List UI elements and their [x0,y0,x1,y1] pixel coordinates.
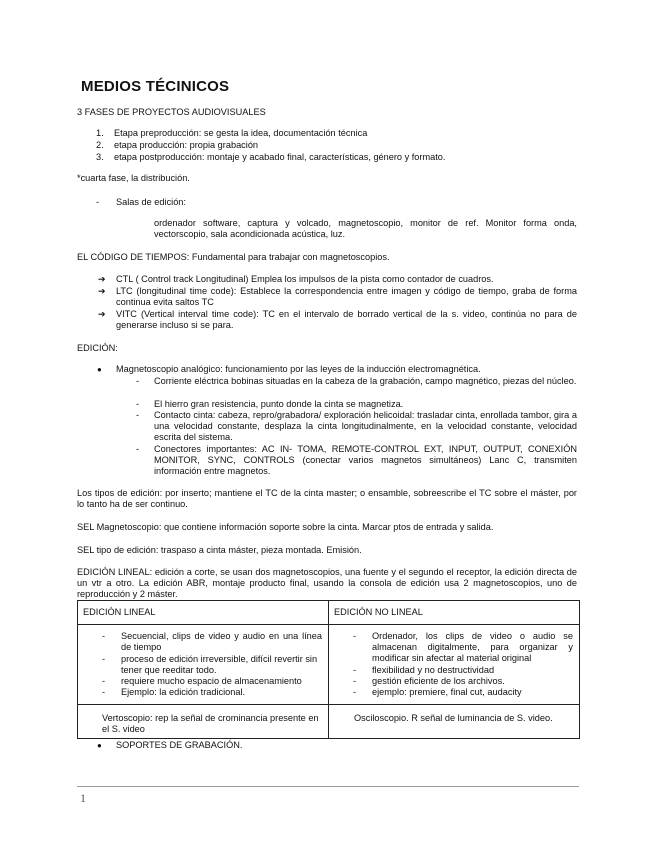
col-header-no-lineal: EDICIÓN NO LINEAL [334,607,423,617]
dash-bullet: - [96,197,100,207]
edicion-lineal-paragraph: EDICIÓN LINEAL: edición a corte, se usan dos magnetoscopios, una fuente y el segundo el receptor, la edición directa de un vtr a otro. La edición ABR, montaje producto final, usando la consola de edición usa 2 magnetoscopios, uno de reproducción y 2 máster. [77,567,577,599]
salas-detail: ordenador software, captura y volcado, magnetoscopio, monitor de ref. Monitor forma onda, vectorscopio, sala acondicionada acústica, luz. [154,218,577,239]
table-cell [329,705,580,739]
fases-heading: 3 FASES DE PROYECTOS AUDIOVISUALES [77,107,266,117]
list-number: 3. [96,152,104,162]
fase-item [96,128,104,139]
edicion-heading: EDICIÓN: [77,343,118,353]
table-list-item: requiere mucho espacio de almacenamiento [121,676,302,686]
table-list-item: flexibilidad y no destructividad [372,665,495,675]
fase-text: Etapa preproducción: se gesta la idea, documentación técnica [114,128,368,138]
list-number: 2. [96,140,104,150]
list-number: 1. [96,128,104,138]
table-header-cell [78,601,329,625]
sel-magnetoscopio: SEL Magnetoscopio: que contiene información soporte sobre la cinta. Marcar ptos de entrada y salida. [77,522,494,532]
arrow-icon: ➔ [98,286,106,296]
table-list-item: Ordenador, los clips de video o audio se almacenan digitalmente, para organizar y modificar sin afectar al material original [372,631,573,663]
arrow-icon: ➔ [98,309,106,319]
dash-bullet: - [102,687,106,697]
edicion-sub-item: El hierro gran resistencia, punto donde la cinta se magnetiza. [154,399,404,409]
dash-bullet: - [353,631,357,641]
dash-bullet: - [353,687,357,697]
vectorscopio-note: Vertoscopio: rep la señal de crominancia presente en el S. video [102,713,319,734]
dash-bullet: - [102,654,106,664]
page-title: MEDIOS TÉCINICOS [81,78,230,95]
fase-item [96,140,104,151]
dash-bullet: - [353,676,357,686]
dash-bullet: - [136,399,140,409]
table-list-item: Secuencial, clips de video y audio en una línea de tiempo [121,631,322,652]
salas-label: Salas de edición: [116,197,186,207]
table-header-cell [329,601,580,625]
fase-text: etapa postproducción: montaje y acabado final, características, género y formato. [114,152,446,162]
edicion-comparison-table [77,600,580,739]
dash-bullet: - [136,410,140,420]
page-number: 1 [80,791,86,805]
edicion-sub-item: Conectores importantes: AC IN- TOMA, REMOTE-CONTROL EXT, INPUT, OUTPUT, CONEXIÓN MONITOR, SYNC, CONTROLS (conectar varios magnetos simultáneos) Lanc C, transmiten información entre magnetos. [154,444,577,476]
table-cell [329,625,580,705]
table-cell [78,705,329,739]
dash-bullet: - [136,376,140,386]
tipos-edicion: Los tipos de edición: por inserto; mantiene el TC de la cinta master; o ensamble, sobreescribe el TC sobre el máster, por lo tanto ha de ser continuo. [77,488,577,509]
cuarta-fase: *cuarta fase, la distribución. [77,173,190,183]
codigo-heading: EL CÓDIGO DE TIEMPOS: Fundamental para trabajar con magnetoscopios. [77,252,390,262]
codigo-item: VITC (Vertical interval time code): TC en el intervalo de borrado vertical de la s. video, continúa no para de generarse incluso si se para. [116,309,577,330]
bullet-icon: ● [97,741,102,750]
dash-bullet: - [353,665,357,675]
table-list-item: gestión eficiente de los archivos. [372,676,505,686]
magneto-analogico: Magnetoscopio analógico: funcionamiento por las leyes de la inducción electromagnética. [116,364,481,374]
soportes-heading: SOPORTES DE GRABACIÓN. [116,740,243,750]
footer-divider [77,786,579,787]
codigo-item: LTC (longitudinal time code): Establece la correspondencia entre imagen y código de tiempo, graba de forma continua evita saltos TC [116,286,577,307]
arrow-icon: ➔ [98,274,106,284]
fase-item [96,152,104,163]
edicion-sub-item: Corriente eléctrica bobinas situadas en la cabeza de la grabación, campo magnético, piezas del núcleo. [154,376,577,386]
table-list-item: Ejemplo: la edición tradicional. [121,687,246,697]
sel-tipo-edicion: SEL tipo de edición: traspaso a cinta máster, pieza montada. Emisión. [77,545,362,555]
dash-bullet: - [102,676,106,686]
col-header-lineal: EDICIÓN LINEAL [83,607,156,617]
bullet-icon: ● [97,365,102,374]
table-list-item: ejemplo: premiere, final cut, audacity [372,687,522,697]
table-cell [78,625,329,705]
table-list-item: proceso de edición irreversible, difícil revertir sin tener que reeditar todo. [121,654,318,675]
dash-bullet: - [102,631,106,641]
fase-text: etapa producción: propia grabación [114,140,259,150]
edicion-sub-item: Contacto cinta: cabeza, repro/grabadora/ exploración helicoidal: trasladar cinta, enrollada tambor, gira a una velocidad constante, desplaza la cinta longitudinalmente, en la velocidad constante, velocidad escrita del sistema. [154,410,577,442]
dash-bullet: - [136,444,140,454]
codigo-item: CTL ( Control track Longitudinal) Emplea los impulsos de la pista como contador de cuadros. [116,274,494,284]
osciloscopio-note: Osciloscopio. R señal de luminancia de S. video. [354,713,553,723]
